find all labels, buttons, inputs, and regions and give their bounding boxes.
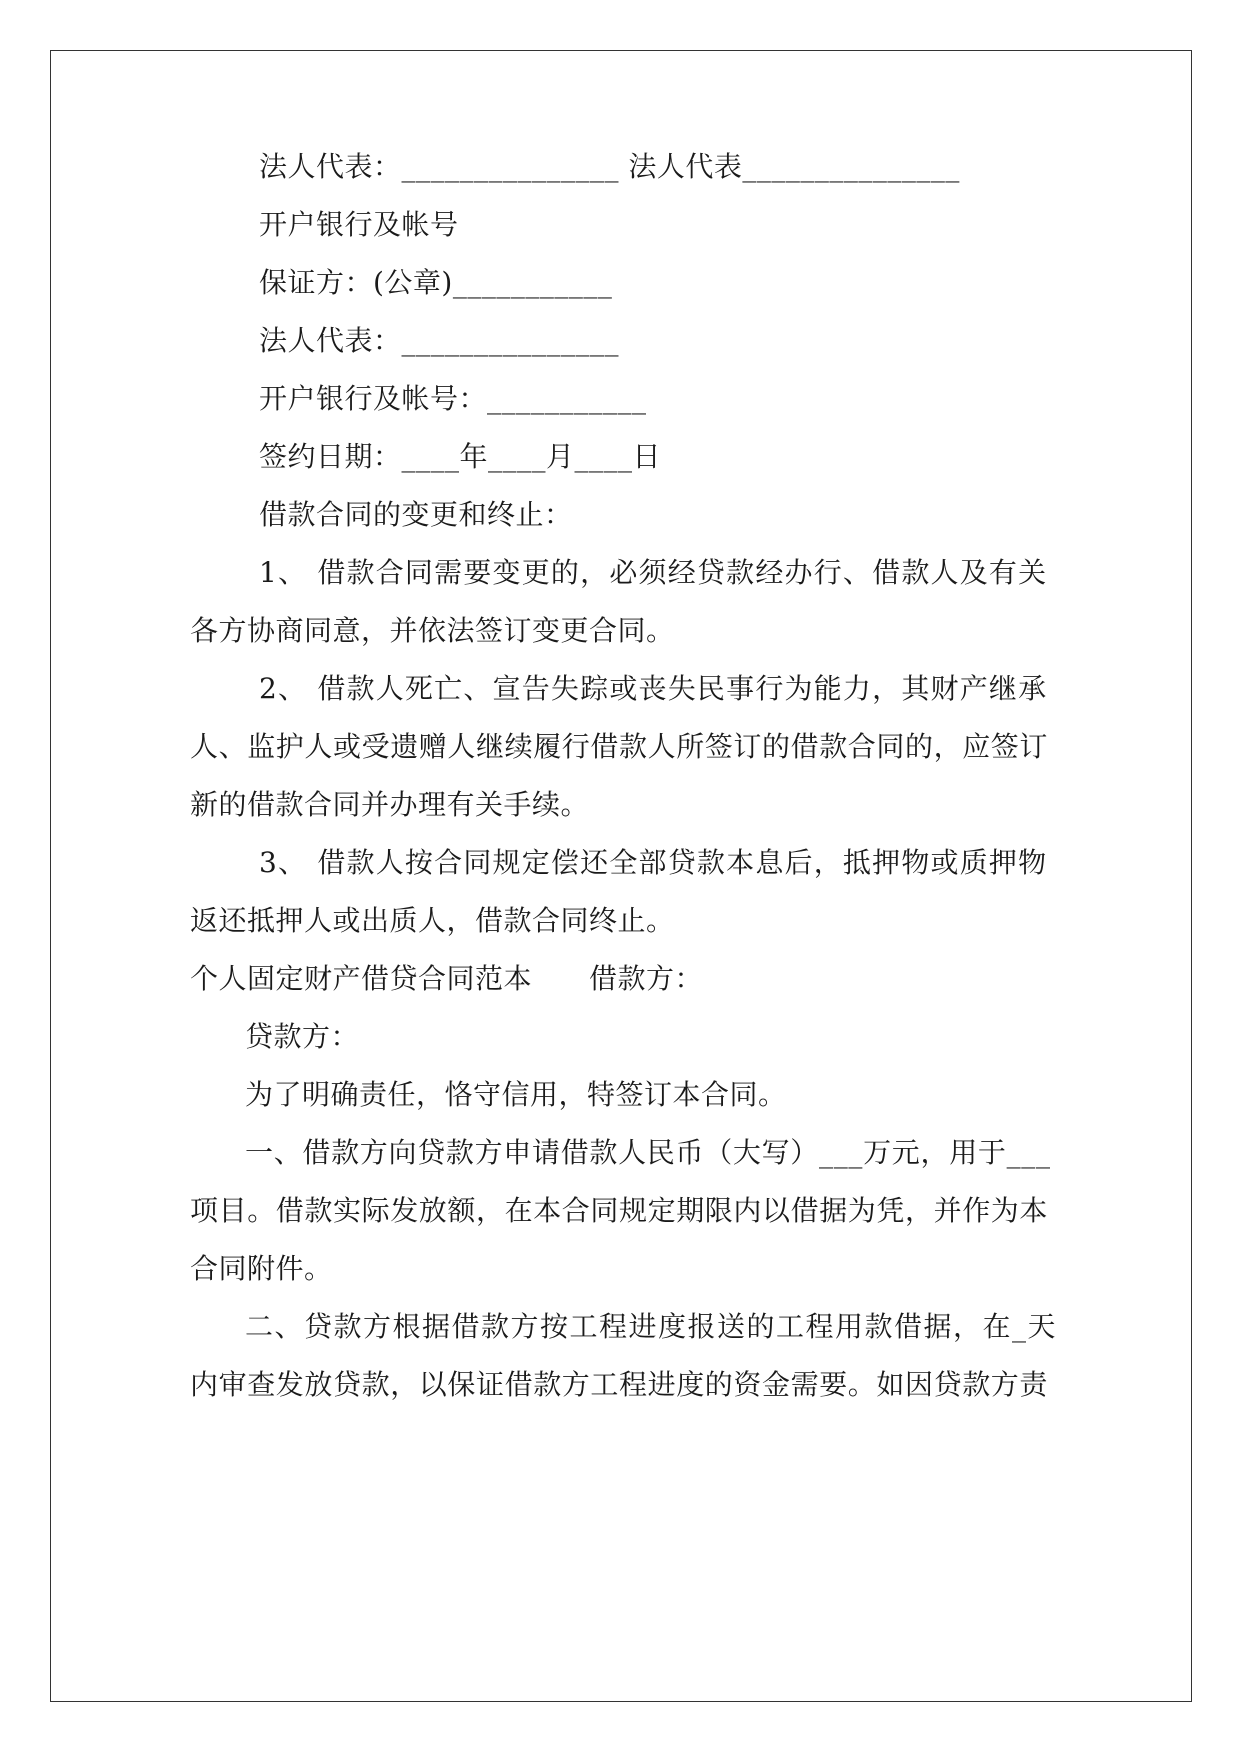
bank-account-line-1: 开户银行及帐号 [259,208,459,241]
article-1-line-1: 一、借款方向贷款方申请借款人民币（大写）___万元，用于___ [245,1136,1051,1169]
clause-1-line-2: 各方协商同意，并依法签订变更合同。 [190,614,675,647]
article-1-line-3: 合同附件。 [190,1252,333,1285]
article-2-line-2: 内审查发放贷款，以保证借款方工程进度的资金需要。如因贷款方责 [190,1368,1049,1401]
clause-1-line-1: 1、 借款合同需要变更的，必须经贷款经办行、借款人及有关 [259,556,1048,589]
preamble-line: 为了明确责任，恪守信用，特签订本合同。 [245,1078,787,1111]
bank-account-line-2: 开户银行及帐号：___________ [259,382,647,415]
article-1-line-2: 项目。借款实际发放额，在本合同规定期限内以借据为凭，并作为本 [190,1194,1049,1227]
clause-3-line-2: 返还抵押人或出质人，借款合同终止。 [190,904,675,937]
article-2-line-1: 二、贷款方根据借款方按工程进度报送的工程用款借据，在_天 [245,1310,1058,1343]
clause-2-line-1: 2、 借款人死亡、宣告失踪或丧失民事行为能力，其财产继承 [259,672,1048,705]
clause-3-line-1: 3、 借款人按合同规定偿还全部贷款本息后，抵押物或质押物 [259,846,1048,879]
guarantor-line: 保证方：(公章)___________ [259,266,613,299]
legal-rep-line-2: 法人代表：_______________ [259,324,620,357]
legal-rep-line-1: 法人代表：_______________ 法人代表_______________ [259,150,960,183]
contract-title-line: 个人固定财产借贷合同范本 借款方： [190,962,704,995]
section-heading-change-termination: 借款合同的变更和终止： [259,498,573,531]
lender-line: 贷款方： [245,1020,360,1053]
signing-date-line: 签约日期：____年____月____日 [259,440,662,473]
clause-2-line-3: 新的借款合同并办理有关手续。 [190,788,590,821]
clause-2-line-2: 人、监护人或受遗赠人继续履行借款人所签订的借款合同的，应签订 [190,730,1049,763]
